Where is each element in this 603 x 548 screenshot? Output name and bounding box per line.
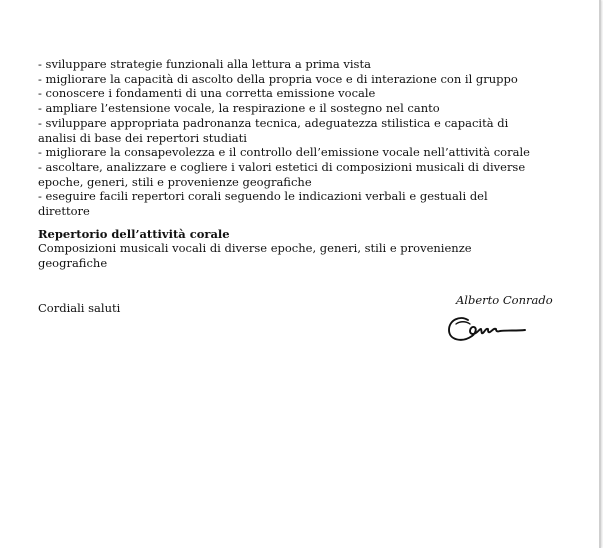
list-item: - migliorare la consapevolezza e il controllo dell’emissione vocale nell’attività corale	[38, 145, 530, 160]
list-item: - ascoltare, analizzare e cogliere i valori estetici di composizioni musicali di diverse epoche, generi, stili e provenienze geografiche	[38, 159, 526, 189]
repertoire-text: Composizioni musicali vocali di diverse epoche, generi, stili e provenienze geografiche	[38, 241, 472, 271]
list-item: - migliorare la capacità di ascolto della propria voce e di interazione con il gruppo	[38, 71, 518, 86]
handwritten-signature-icon	[446, 312, 528, 346]
repertoire-heading: Repertorio dell’attività corale	[38, 226, 230, 241]
list-item: - sviluppare appropriata padronanza tecnica, adeguatezza stilistica e capacità di analisi di base dei repertori studiati	[38, 115, 509, 145]
objectives-list	[38, 57, 538, 219]
list-item: - sviluppare strategie funzionali alla lettura a prima vista	[38, 57, 371, 71]
letter-body	[38, 57, 538, 316]
list-item: - conoscere i fondamenti di una corretta emissione vocale	[38, 86, 376, 101]
closing-salutation: Cordiali saluti	[38, 300, 121, 315]
list-item: - ampliare l’estensione vocale, la respirazione e il sostegno nel canto	[38, 101, 440, 116]
list-item: - eseguire facili repertori corali seguendo le indicazioni verbali e gestuali del direttore	[38, 189, 488, 219]
signer-name: Alberto Conrado	[456, 293, 553, 307]
